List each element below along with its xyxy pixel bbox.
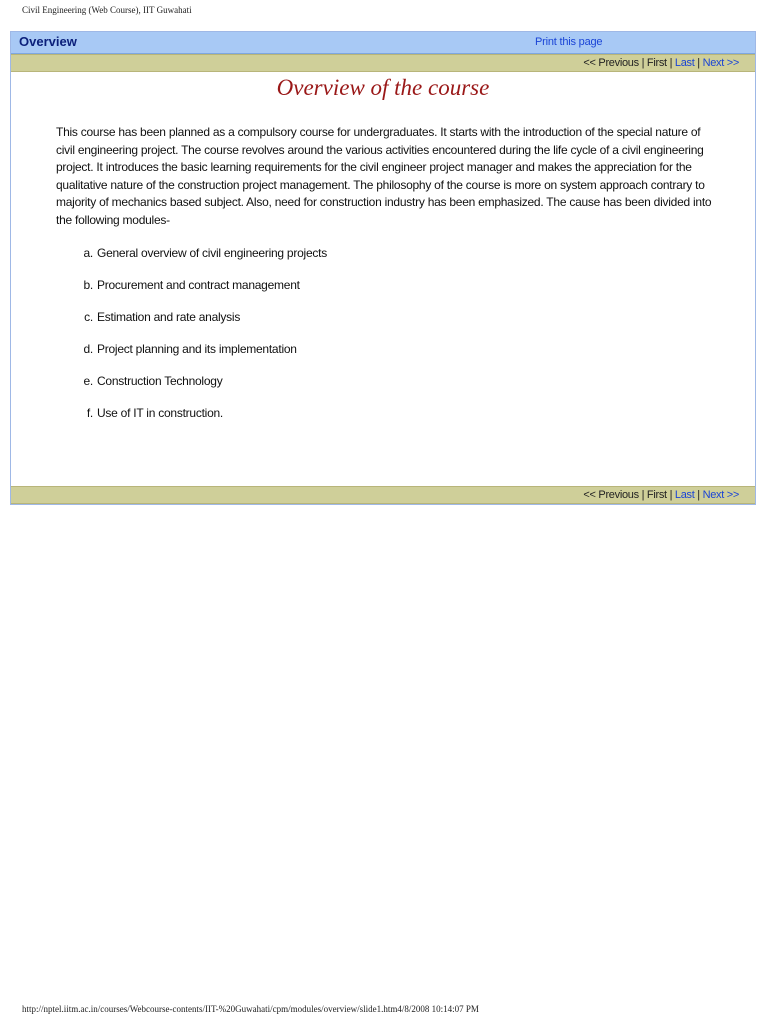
print-footer-url: http://nptel.iitm.ac.in/courses/Webcourse-contents/IIT-%20Guwahati/cpm/modules/overview/slide1.htm4/8/2008 10:14:07 PM [22, 1004, 479, 1014]
nav-bar-top [11, 54, 755, 72]
module-text: Estimation and rate analysis [97, 310, 241, 324]
nav-separator: | [669, 57, 673, 69]
module-text: Use of IT in construction. [97, 406, 224, 420]
nav-separator: | [697, 489, 700, 501]
list-item [73, 310, 327, 342]
list-marker: e. [83, 374, 93, 388]
list-item [73, 342, 327, 374]
nav-separator: | [641, 489, 645, 501]
nav-separator: | [641, 57, 645, 69]
module-text: General overview of civil engineering projects [97, 246, 327, 260]
list-marker: c. [84, 310, 93, 324]
list-item [73, 374, 327, 406]
list-item [73, 246, 327, 278]
next-link[interactable]: Next >> [702, 57, 739, 69]
module-list [73, 246, 327, 438]
previous-link[interactable]: << Previous [583, 489, 639, 501]
section-title: Overview [19, 34, 77, 49]
list-marker: f. [86, 406, 93, 420]
list-marker: b. [83, 278, 93, 292]
intro-paragraph: This course has been planned as a compulsory course for undergraduates. It starts with the introduction of the special nature of civil engineering project. The course revolves around the various activities encountered during the life cycle of a civil engineering project. It introduces the basic learning requirements for the civil engineer project manager and makes the appreciation for the qualitative nature of the construction project management. The philosophy of the course is more on system approach contrary to majority of mechanics based subject. Also, need for construction industry has been emphasized. The cause has been divided into the following modules- [56, 125, 712, 227]
list-item [73, 406, 327, 438]
previous-link[interactable]: << Previous [583, 57, 639, 69]
first-link[interactable]: First [646, 489, 667, 501]
last-link[interactable]: Last [674, 57, 695, 69]
nav-bar-bottom [11, 486, 755, 504]
module-text: Procurement and contract management [97, 278, 300, 292]
list-marker: d. [83, 342, 93, 356]
print-page-link[interactable]: Print this page [535, 36, 603, 48]
list-marker: a. [83, 246, 93, 260]
page-heading: Overview of the course [276, 75, 490, 100]
module-text: Project planning and its implementation [97, 342, 297, 356]
module-text: Construction Technology [97, 374, 223, 388]
first-link[interactable]: First [646, 57, 667, 69]
last-link[interactable]: Last [674, 489, 695, 501]
list-item [73, 278, 327, 310]
nav-separator: | [697, 57, 700, 69]
course-frame [10, 31, 756, 505]
next-link[interactable]: Next >> [702, 489, 739, 501]
title-bar [11, 32, 755, 54]
nav-separator: | [669, 489, 673, 501]
print-header: Civil Engineering (Web Course), IIT Guwahati [22, 5, 192, 15]
